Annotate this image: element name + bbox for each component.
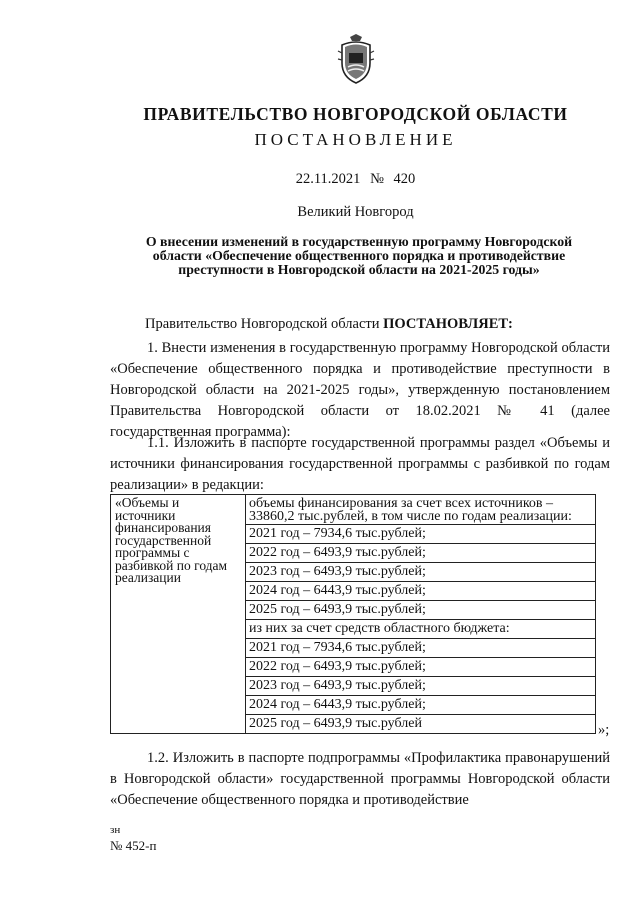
table-row: из них за счет средств областного бюджета:: [246, 620, 595, 639]
coat-of-arms-icon: [336, 33, 376, 85]
table-row: 2023 год – 6493,9 тыс.рублей;: [246, 677, 595, 696]
document-date: 22.11.2021: [295, 171, 361, 187]
number-sign: №: [370, 171, 384, 187]
footer-initials: зн: [110, 824, 121, 836]
decree-intro: Правительство Новгородской области: [145, 316, 380, 332]
decree-line: [145, 314, 605, 335]
date-and-number: [72, 171, 639, 188]
table-row: 2025 год – 6493,9 тыс.рублей;: [246, 601, 595, 620]
city: Великий Новгород: [297, 204, 414, 220]
table-row: 2024 год – 6443,9 тыс.рублей;: [246, 696, 595, 715]
table-row: 2023 год – 6493,9 тыс.рублей;: [246, 563, 595, 582]
table-row: 2021 год – 7934,6 тыс.рублей;: [246, 639, 595, 658]
footer-code: [110, 822, 156, 854]
document-type: ПОСТАНОВЛЕНИЕ: [254, 130, 457, 149]
document-subject: О внесении изменений в государственную программу Новгородской области «Обеспечение общественного порядка и противодействие преступности в Новгородской области на 2021-2025 годы»: [145, 234, 573, 277]
table-left-cell: «Объемы и источники финансирования государственной программы с разбивкой по годам реализации: [111, 495, 246, 734]
paragraph-item-1-1: 1.1. Изложить в паспорте государственной программы раздел «Объемы и источники финансирования государственной программы с разбивкой по годам реализации» в редакции:: [110, 435, 610, 493]
government-title: ПРАВИТЕЛЬСТВО НОВГОРОДСКОЙ ОБЛАСТИ: [143, 104, 568, 124]
financing-table: [110, 494, 596, 734]
paragraph-item-1: 1. Внести изменения в государственную программу Новгородской области «Обеспечение общественного порядка и противодействие преступности в Новгородской области на 2021-2025 годы», утвержденную постановлением Правительства Новгородской области от 18.02.2021 № 41 (далее государственная программа):: [110, 340, 610, 440]
table-right-cell: [246, 495, 596, 734]
table-row: 2022 год – 6493,9 тыс.рублей;: [246, 544, 595, 563]
table-row: 2022 год – 6493,9 тыс.рублей;: [246, 658, 595, 677]
decree-word: ПОСТАНОВЛЯЕТ:: [383, 316, 513, 332]
table-closing-quote: »;: [598, 722, 610, 738]
table-row: объемы финансирования за счет всех источников – 33860,2 тыс.рублей, в том числе по годам реализации:: [246, 495, 595, 525]
paragraph-item-1-2: 1.2. Изложить в паспорте подпрограммы «Профилактика правонарушений в Новгородской области» государственной программы Новгородской области «Обеспечение общественного порядка и противодействие: [110, 750, 610, 808]
document-number: 420: [393, 171, 416, 187]
table-row: 2021 год – 7934,6 тыс.рублей;: [246, 525, 595, 544]
table-row: 2025 год – 6493,9 тыс.рублей: [249, 716, 422, 731]
table-row: 2024 год – 6443,9 тыс.рублей;: [246, 582, 595, 601]
footer-registration-number: № 452-п: [110, 838, 157, 853]
